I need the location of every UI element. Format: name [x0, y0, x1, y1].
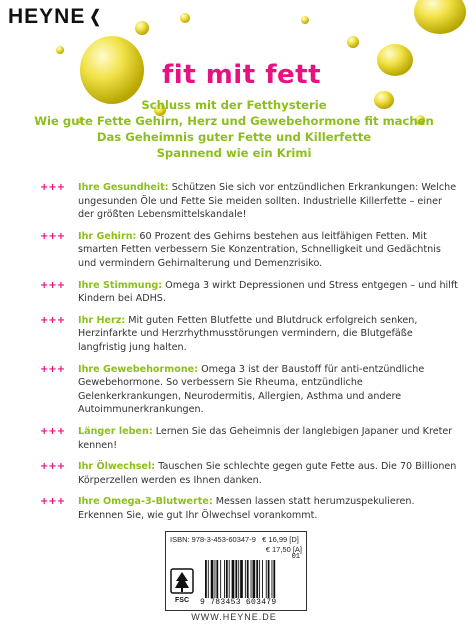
- feature-body: 60 Prozent des Gehirns bestehen aus leitfähigen Fetten. Mit smarten Fetten verbessern Sie Konzentration, Schnelligkeit und Gedächtnis und vermindern Gehirnalterung und Demenzrisiko.: [78, 230, 441, 269]
- feature-body: Omega 3 ist der Baustoff für anti-entzündliche Gewebehormone. So verbessern Sie Rheuma, entzündliche Gelenkerkrankungen, Neurodermitis, Allergien, Asthma und andere Autoimmunerkrankungen.: [78, 363, 425, 416]
- barcode-bar: [216, 560, 218, 598]
- barcode-bar: [220, 560, 221, 598]
- feature-item: [40, 363, 460, 417]
- feature-heading: Ihr Ölwechsel:: [78, 461, 156, 473]
- barcode-bar: [240, 560, 243, 598]
- barcode-bar: [272, 560, 273, 598]
- feature-heading: Ihre Omega-3-Blutwerte:: [78, 496, 213, 508]
- barcode-bar: [232, 560, 235, 598]
- barcode-bar: [208, 560, 209, 598]
- feature-heading: Länger leben:: [78, 425, 153, 437]
- barcode-bar: [253, 560, 256, 598]
- feature-item: [40, 425, 460, 452]
- feature-body: Mit guten Fetten Blutfette und Blutdruck erfolgreich senken, Herzinfarkte und Herzrhythmusstörungen vermindern, die Blutgefäße langfristig jung halten.: [78, 314, 418, 353]
- feature-text: [78, 425, 460, 452]
- feature-item: [40, 495, 460, 522]
- feature-body: Messen lassen statt herumzuspekulieren. Erkennen Sie, wie gut Ihr Ölwechsel vorankommt.: [78, 496, 415, 521]
- website-url: WWW.HEYNE.DE: [191, 612, 277, 622]
- feature-list: [40, 181, 460, 530]
- barcode-bar: [215, 560, 216, 598]
- isbn-price-line: [170, 535, 299, 544]
- feature-heading: Ihre Gewebehormone:: [78, 363, 199, 375]
- feature-body: Tauschen Sie schlechte gegen gute Fette aus. Die 70 Billionen Körperzellen werden es Ihnen danken.: [78, 461, 457, 486]
- barcode-addon: 01: [291, 553, 300, 561]
- feature-text: [78, 279, 460, 306]
- feature-body: Lernen Sie das Geheimnis der langlebigen Japaner und Kreter kennen!: [78, 425, 453, 451]
- subtitle-block: [0, 97, 468, 161]
- fsc-label: FSC: [175, 597, 189, 604]
- feature-item: [40, 314, 460, 355]
- feature-text: [78, 460, 460, 487]
- oil-bubble: [347, 36, 359, 48]
- feature-body: Omega 3 wirkt Depressionen und Stress entgegen – und hilft Kindern bei ADHS.: [78, 279, 458, 305]
- feature-body: Schützen Sie sich vor entzündlichen Erkrankungen: Welche ungesunden Öle und Fette Sie meiden sollten. Industrielle Killerfette – einer der größten Lebensmittelskandale!: [78, 182, 457, 221]
- barcode-bar: [273, 560, 275, 598]
- subtitle-line: Das Geheimnis guter Fette und Killerfette: [96, 130, 372, 144]
- oil-bubble: [180, 13, 190, 23]
- barcode-bar: [224, 560, 225, 598]
- barcode-bar: [266, 560, 267, 598]
- oil-bubble: [135, 21, 149, 35]
- price-at: € 17,50 [A]: [265, 545, 302, 554]
- barcode-bar: [256, 560, 258, 598]
- feature-text: [78, 230, 460, 271]
- barcode-bar: [238, 560, 239, 598]
- barcode-bar: [245, 560, 246, 598]
- subtitle-line: Wie gute Fette Gehirn, Herz und Gewebehormone fit machen: [34, 114, 434, 128]
- feature-bullet: +++: [40, 496, 66, 508]
- barcode-bars: [204, 560, 296, 598]
- barcode-bar: [268, 560, 270, 598]
- feature-text: [78, 363, 460, 417]
- feature-item: [40, 230, 460, 271]
- oil-bubble: [80, 36, 144, 104]
- oil-bubble: [301, 16, 309, 24]
- oil-bubble: [414, 0, 466, 34]
- feature-item: [40, 460, 460, 487]
- book-title: fit mit fett: [162, 60, 321, 90]
- barcode-bar: [235, 560, 237, 598]
- fsc-tree-icon: [170, 568, 194, 594]
- feature-text: [78, 314, 460, 355]
- barcode-bar: [251, 560, 252, 598]
- feature-bullet: +++: [40, 182, 66, 193]
- barcode-number: 9 783453 603479: [200, 598, 277, 607]
- subtitle-line: Spannend wie ein Krimi: [156, 146, 312, 160]
- chevron-left-icon: ❮: [89, 7, 103, 26]
- oil-bubble: [377, 44, 413, 76]
- isbn: ISBN: 978-3-453-60347-9: [170, 535, 256, 544]
- barcode-bar: [262, 560, 263, 598]
- feature-bullet: +++: [40, 461, 66, 473]
- feature-bullet: +++: [40, 363, 66, 375]
- feature-text: [78, 495, 460, 522]
- barcode-bar: [259, 560, 260, 598]
- feature-item: [40, 279, 460, 306]
- feature-text: [78, 181, 460, 222]
- barcode-bar: [226, 560, 228, 598]
- barcode-bar: [229, 560, 230, 598]
- feature-heading: Ihre Stimmung:: [78, 279, 163, 291]
- subtitle-line: Schluss mit der Fetthysterie: [141, 98, 327, 112]
- price-de: € 16,99 [D]: [262, 535, 299, 544]
- feature-bullet: +++: [40, 314, 66, 326]
- barcode-panel: [165, 531, 307, 611]
- barcode-bar: [205, 560, 207, 598]
- feature-bullet: +++: [40, 425, 66, 437]
- fsc-logo: [170, 568, 194, 604]
- feature-heading: Ihre Gesundheit:: [78, 182, 169, 193]
- feature-bullet: +++: [40, 230, 66, 242]
- barcode-bar: [247, 560, 249, 598]
- feature-heading: Ihr Herz:: [78, 314, 126, 326]
- publisher-name: HEYNE: [8, 5, 86, 28]
- barcode-bar: [211, 560, 214, 598]
- feature-bullet: +++: [40, 279, 66, 291]
- feature-item: [40, 181, 460, 222]
- oil-bubble: [56, 46, 64, 54]
- feature-heading: Ihr Gehirn:: [78, 230, 137, 242]
